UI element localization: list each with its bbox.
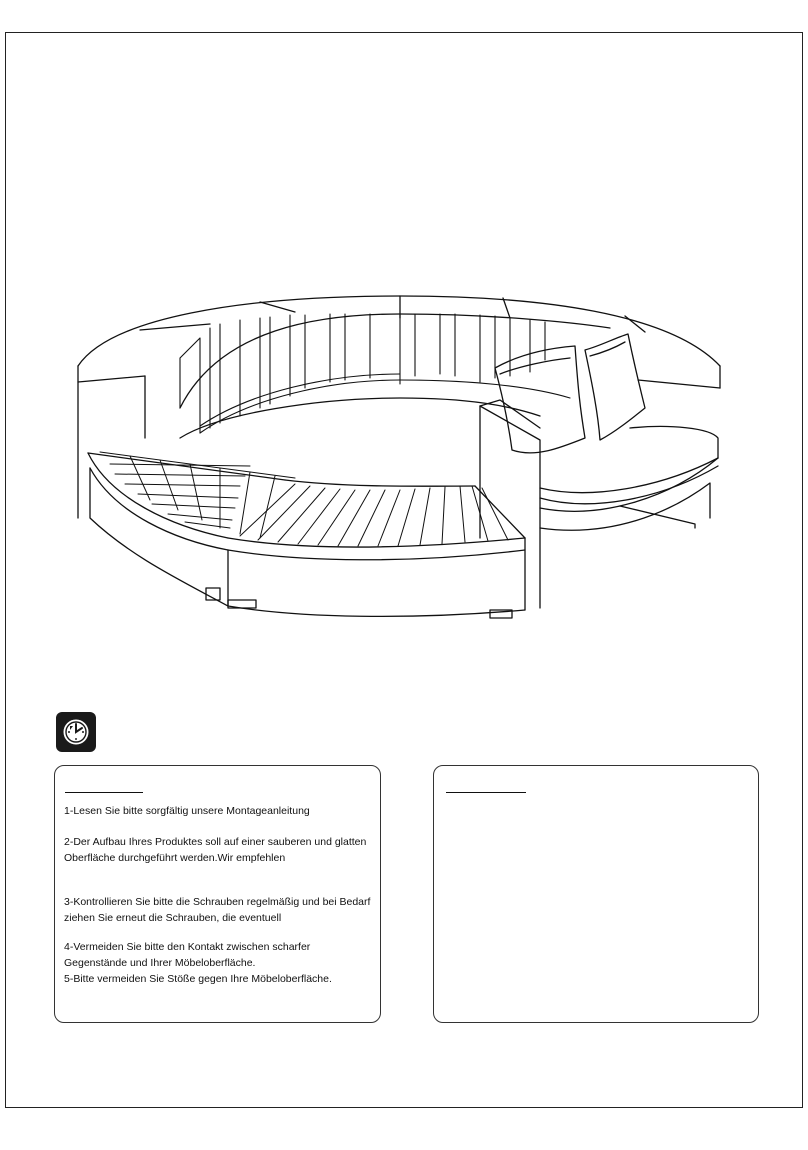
instruction-item: 3-Kontrollieren Sie bitte die Schrauben regelmäßig und bei Bedarf ziehen Sie erneut die Schrauben, die eventuell <box>64 896 371 924</box>
instruction-item: 4-Vermeiden Sie bitte den Kontakt zwischen scharfer Gegenstände und Ihrer Möbeloberfläche. <box>64 941 311 969</box>
instruction-item: 5-Bitte vermeiden Sie Stöße gegen Ihre Möbeloberfläche. <box>64 973 332 985</box>
clock-icon <box>56 712 96 752</box>
notes-heading-rule <box>446 792 526 793</box>
notes-panel <box>433 765 759 1023</box>
instructions-heading-rule <box>65 792 143 793</box>
instructions-panel <box>54 765 381 1023</box>
instruction-item: 1-Lesen Sie bitte sorgfältig unsere Montageanleitung <box>64 805 310 817</box>
round-sofa-illustration <box>70 288 730 628</box>
instruction-item: 2-Der Aufbau Ihres Produktes soll auf einer sauberen und glatten Oberfläche durchgeführt werden.Wir empfehlen <box>64 836 367 864</box>
